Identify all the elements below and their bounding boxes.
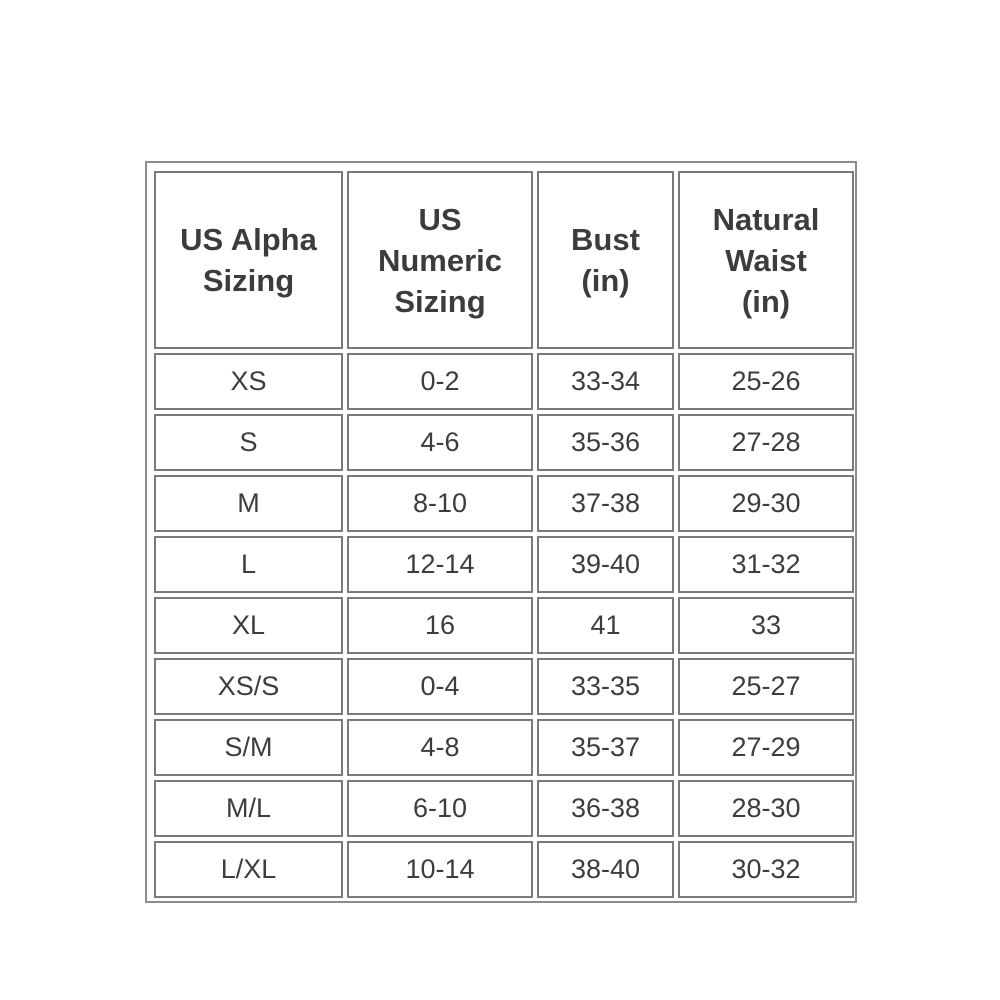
cell-alpha-size: S/M — [154, 719, 343, 776]
cell-numeric-size: 4-8 — [347, 719, 533, 776]
table-row — [154, 353, 854, 410]
header-line: (in) — [741, 283, 791, 319]
table-row — [154, 414, 854, 471]
cell-numeric-size: 4-6 — [347, 414, 533, 471]
cell-waist: 29-30 — [678, 475, 854, 532]
cell-waist: 28-30 — [678, 780, 854, 837]
header-row — [154, 171, 854, 349]
cell-numeric-size: 6-10 — [347, 780, 533, 837]
cell-alpha-size: S — [154, 414, 343, 471]
header-line: US Alpha — [180, 222, 317, 257]
cell-bust: 35-36 — [537, 414, 674, 471]
cell-bust: 39-40 — [537, 536, 674, 593]
header-us-alpha-sizing — [154, 171, 343, 349]
cell-numeric-size: 8-10 — [347, 475, 533, 532]
cell-alpha-size: XS/S — [154, 658, 343, 715]
table-row — [154, 597, 854, 654]
cell-bust: 37-38 — [537, 475, 674, 532]
cell-alpha-size: L/XL — [154, 841, 343, 898]
header-line: Sizing — [394, 283, 486, 319]
cell-alpha-size: L — [154, 536, 343, 593]
cell-waist: 33 — [678, 597, 854, 654]
cell-bust: 33-35 — [537, 658, 674, 715]
cell-numeric-size: 0-2 — [347, 353, 533, 410]
header-line: (in) — [581, 263, 630, 298]
header-line: US — [418, 201, 462, 237]
cell-alpha-size: XS — [154, 353, 343, 410]
cell-waist: 25-26 — [678, 353, 854, 410]
table-row — [154, 475, 854, 532]
cell-waist: 30-32 — [678, 841, 854, 898]
cell-waist: 27-29 — [678, 719, 854, 776]
cell-waist: 31-32 — [678, 536, 854, 593]
header-line: Bust — [571, 222, 640, 257]
cell-bust: 36-38 — [537, 780, 674, 837]
cell-numeric-size: 16 — [347, 597, 533, 654]
cell-bust: 33-34 — [537, 353, 674, 410]
header-natural-waist — [678, 171, 854, 349]
cell-bust: 38-40 — [537, 841, 674, 898]
cell-alpha-size: XL — [154, 597, 343, 654]
cell-alpha-size: M — [154, 475, 343, 532]
cell-bust: 41 — [537, 597, 674, 654]
table-row — [154, 780, 854, 837]
cell-numeric-size: 0-4 — [347, 658, 533, 715]
cell-waist: 25-27 — [678, 658, 854, 715]
header-line: Waist — [725, 242, 807, 278]
header-us-numeric-sizing — [347, 171, 533, 349]
table-row — [154, 536, 854, 593]
cell-waist: 27-28 — [678, 414, 854, 471]
table-row — [154, 719, 854, 776]
header-bust — [537, 171, 674, 349]
size-table — [150, 167, 858, 902]
table-row — [154, 841, 854, 898]
header-line: Natural — [712, 201, 820, 237]
header-line: Numeric — [377, 242, 503, 278]
cell-numeric-size: 10-14 — [347, 841, 533, 898]
cell-bust: 35-37 — [537, 719, 674, 776]
cell-numeric-size: 12-14 — [347, 536, 533, 593]
header-line: Sizing — [202, 263, 295, 298]
table-row — [154, 658, 854, 715]
size-chart — [145, 161, 857, 903]
cell-alpha-size: M/L — [154, 780, 343, 837]
